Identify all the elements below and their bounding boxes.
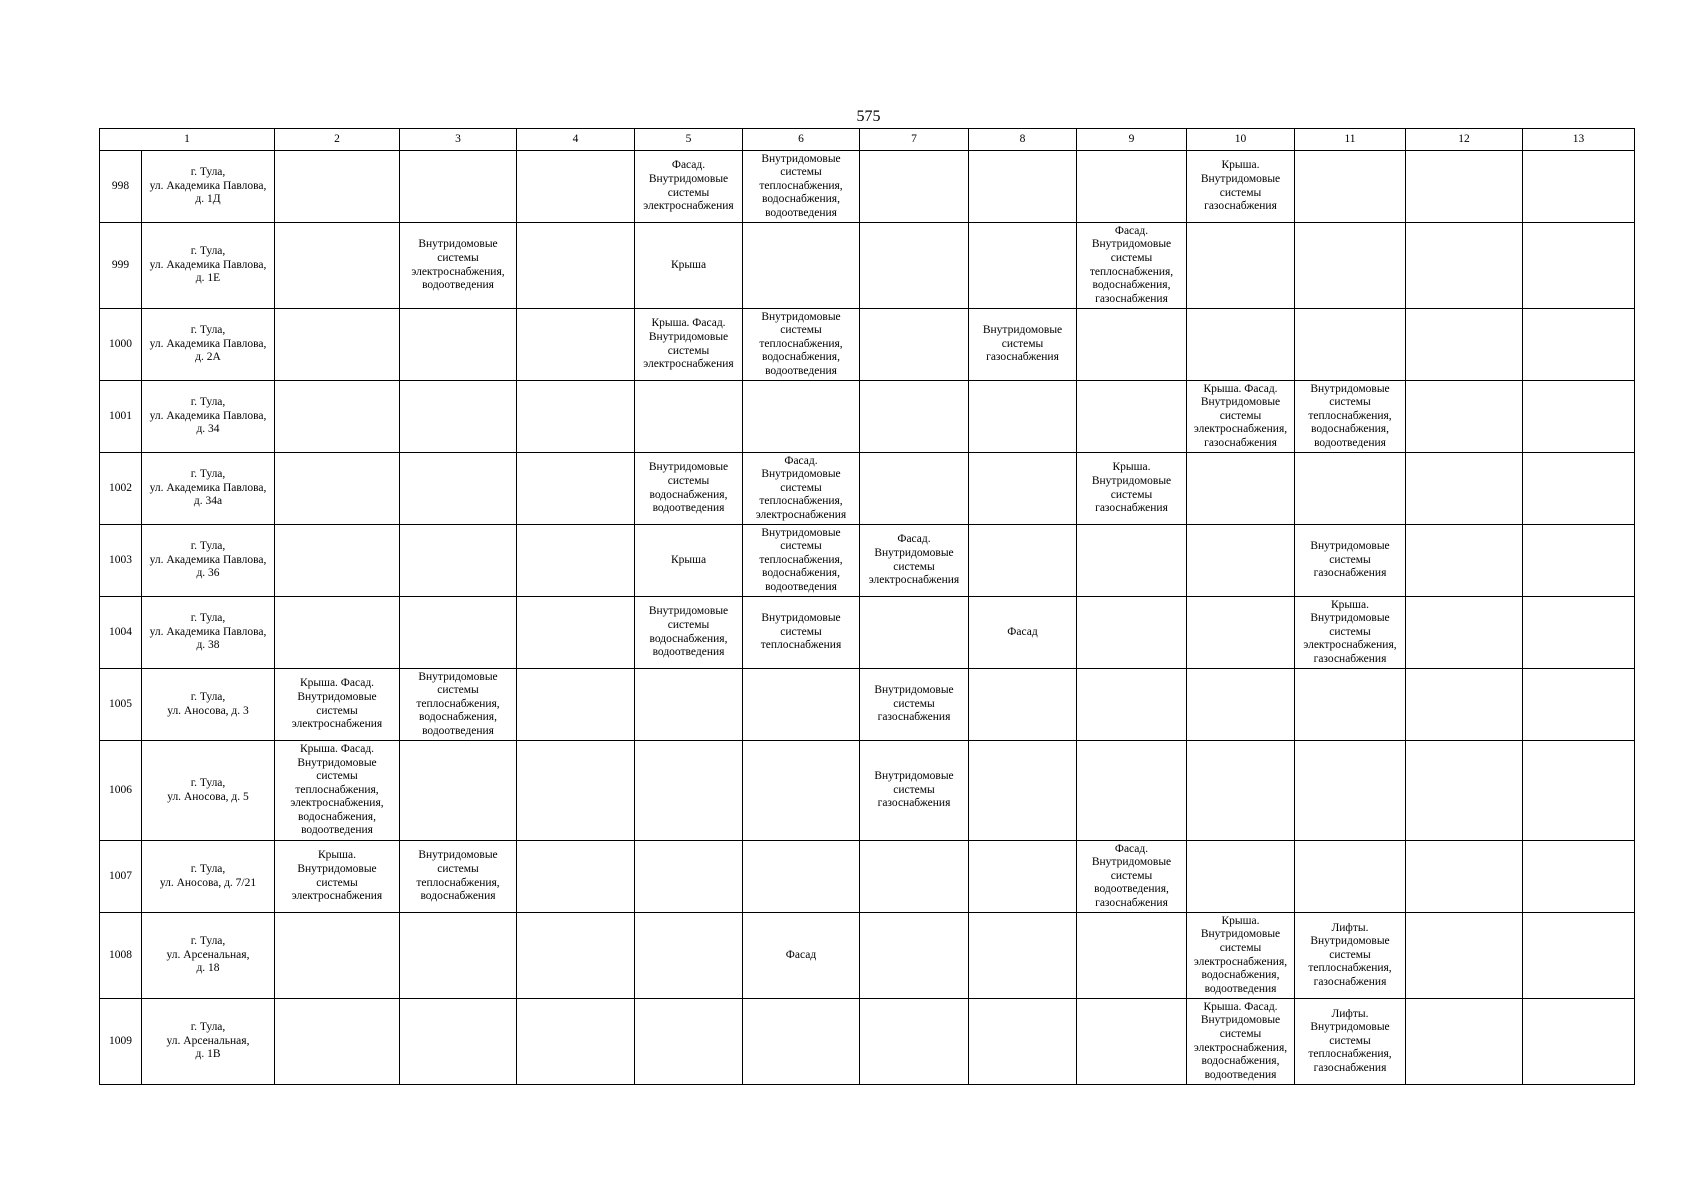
work-cell-col-7 <box>860 597 969 669</box>
work-cell-col-5 <box>635 669 743 741</box>
work-cell-col-7 <box>860 381 969 453</box>
work-cell-col-12 <box>1406 309 1523 381</box>
work-cell-col-11: Внутридомовые системы газоснабжения <box>1295 525 1406 597</box>
work-cell-col-6: Внутридомовые системы теплоснабжения <box>743 597 860 669</box>
work-cell-col-4 <box>517 151 635 223</box>
work-cell-col-2: Крыша. Фасад. Внутридомовые системы электроснабжения <box>275 669 400 741</box>
work-cell-col-11: Крыша. Внутридомовые системы электроснабжения, газоснабжения <box>1295 597 1406 669</box>
work-cell-col-8 <box>969 841 1077 913</box>
work-cell-col-12 <box>1406 151 1523 223</box>
work-cell-col-3: Внутридомовые системы теплоснабжения, водоснабжения <box>400 841 517 913</box>
work-cell-col-2 <box>275 223 400 309</box>
work-cell-col-7: Фасад. Внутридомовые системы электроснабжения <box>860 525 969 597</box>
address-cell: г. Тула, ул. Аносова, д. 5 <box>142 741 275 841</box>
work-cell-col-12 <box>1406 999 1523 1085</box>
work-cell-col-13 <box>1523 999 1635 1085</box>
work-cell-col-6 <box>743 841 860 913</box>
address-cell: г. Тула, ул. Академика Павлова, д. 36 <box>142 525 275 597</box>
work-cell-col-8 <box>969 913 1077 999</box>
work-cell-col-3 <box>400 597 517 669</box>
work-cell-col-9 <box>1077 309 1187 381</box>
repair-schedule-table <box>99 128 1635 1085</box>
header-row <box>100 129 1635 151</box>
work-cell-col-10: Крыша. Фасад. Внутридомовые системы электроснабжения, газоснабжения <box>1187 381 1295 453</box>
work-cell-col-11 <box>1295 741 1406 841</box>
work-cell-col-12 <box>1406 223 1523 309</box>
row-number: 1002 <box>100 453 142 525</box>
column-header: 8 <box>969 129 1077 151</box>
work-cell-col-12 <box>1406 841 1523 913</box>
work-cell-col-5 <box>635 381 743 453</box>
work-cell-col-5: Крыша <box>635 223 743 309</box>
work-cell-col-10 <box>1187 453 1295 525</box>
work-cell-col-12 <box>1406 597 1523 669</box>
work-cell-col-6: Фасад. Внутридомовые системы теплоснабжения, электроснабжения <box>743 453 860 525</box>
work-cell-col-4 <box>517 913 635 999</box>
work-cell-col-11 <box>1295 151 1406 223</box>
work-cell-col-3: Внутридомовые системы электроснабжения, водоотведения <box>400 223 517 309</box>
row-number: 1008 <box>100 913 142 999</box>
column-header: 10 <box>1187 129 1295 151</box>
work-cell-col-7 <box>860 309 969 381</box>
address-cell: г. Тула, ул. Аносова, д. 3 <box>142 669 275 741</box>
address-cell: г. Тула, ул. Академика Павлова, д. 34а <box>142 453 275 525</box>
work-cell-col-13 <box>1523 453 1635 525</box>
work-cell-col-9 <box>1077 525 1187 597</box>
work-cell-col-12 <box>1406 913 1523 999</box>
work-cell-col-10 <box>1187 669 1295 741</box>
row-number: 1007 <box>100 841 142 913</box>
column-header: 12 <box>1406 129 1523 151</box>
work-cell-col-11: Лифты. Внутридомовые системы теплоснабжения, газоснабжения <box>1295 913 1406 999</box>
row-number: 999 <box>100 223 142 309</box>
work-cell-col-6: Внутридомовые системы теплоснабжения, водоснабжения, водоотведения <box>743 309 860 381</box>
work-cell-col-2 <box>275 151 400 223</box>
work-cell-col-13 <box>1523 381 1635 453</box>
work-cell-col-6 <box>743 741 860 841</box>
address-cell: г. Тула, ул. Арсенальная, д. 1В <box>142 999 275 1085</box>
table-row <box>100 525 1635 597</box>
column-header: 7 <box>860 129 969 151</box>
table-row <box>100 309 1635 381</box>
work-cell-col-11 <box>1295 309 1406 381</box>
work-cell-col-11 <box>1295 841 1406 913</box>
work-cell-col-10: Крыша. Внутридомовые системы газоснабжения <box>1187 151 1295 223</box>
work-cell-col-3 <box>400 913 517 999</box>
work-cell-col-6: Фасад <box>743 913 860 999</box>
work-cell-col-5 <box>635 841 743 913</box>
work-cell-col-7 <box>860 223 969 309</box>
work-cell-col-5: Крыша <box>635 525 743 597</box>
work-cell-col-3 <box>400 151 517 223</box>
table-row <box>100 151 1635 223</box>
table-row <box>100 913 1635 999</box>
work-cell-col-13 <box>1523 525 1635 597</box>
work-cell-col-10 <box>1187 525 1295 597</box>
work-cell-col-3 <box>400 453 517 525</box>
work-cell-col-3 <box>400 381 517 453</box>
work-cell-col-5: Фасад. Внутридомовые системы электроснабжения <box>635 151 743 223</box>
work-cell-col-11 <box>1295 453 1406 525</box>
work-cell-col-5: Крыша. Фасад. Внутридомовые системы электроснабжения <box>635 309 743 381</box>
work-cell-col-7: Внутридомовые системы газоснабжения <box>860 741 969 841</box>
work-cell-col-4 <box>517 669 635 741</box>
work-cell-col-10 <box>1187 597 1295 669</box>
work-cell-col-10: Крыша. Фасад. Внутридомовые системы электроснабжения, водоснабжения, водоотведения <box>1187 999 1295 1085</box>
work-cell-col-7 <box>860 453 969 525</box>
work-cell-col-10 <box>1187 223 1295 309</box>
work-cell-col-2 <box>275 597 400 669</box>
column-header: 3 <box>400 129 517 151</box>
work-cell-col-9: Фасад. Внутридомовые системы водоотведения, газоснабжения <box>1077 841 1187 913</box>
work-cell-col-10: Крыша. Внутридомовые системы электроснабжения, водоснабжения, водоотведения <box>1187 913 1295 999</box>
table-row <box>100 597 1635 669</box>
work-cell-col-9 <box>1077 597 1187 669</box>
work-cell-col-10 <box>1187 309 1295 381</box>
column-header: 2 <box>275 129 400 151</box>
work-cell-col-4 <box>517 597 635 669</box>
work-cell-col-13 <box>1523 741 1635 841</box>
work-cell-col-2 <box>275 999 400 1085</box>
work-cell-col-12 <box>1406 525 1523 597</box>
work-cell-col-7: Внутридомовые системы газоснабжения <box>860 669 969 741</box>
column-header: 11 <box>1295 129 1406 151</box>
work-cell-col-8 <box>969 453 1077 525</box>
work-cell-col-6 <box>743 999 860 1085</box>
table-row <box>100 841 1635 913</box>
row-number: 1001 <box>100 381 142 453</box>
work-cell-col-7 <box>860 913 969 999</box>
work-cell-col-13 <box>1523 151 1635 223</box>
work-cell-col-4 <box>517 309 635 381</box>
address-cell: г. Тула, ул. Академика Павлова, д. 34 <box>142 381 275 453</box>
work-cell-col-8 <box>969 741 1077 841</box>
work-cell-col-3 <box>400 741 517 841</box>
work-cell-col-2 <box>275 309 400 381</box>
work-cell-col-2 <box>275 525 400 597</box>
column-header: 6 <box>743 129 860 151</box>
work-cell-col-12 <box>1406 381 1523 453</box>
page-number: 575 <box>856 108 881 125</box>
work-cell-col-9 <box>1077 669 1187 741</box>
work-cell-col-7 <box>860 151 969 223</box>
work-cell-col-4 <box>517 841 635 913</box>
work-cell-col-4 <box>517 223 635 309</box>
address-cell: г. Тула, ул. Академика Павлова, д. 38 <box>142 597 275 669</box>
row-number: 1003 <box>100 525 142 597</box>
work-cell-col-13 <box>1523 597 1635 669</box>
table-row <box>100 453 1635 525</box>
table-row <box>100 381 1635 453</box>
table-row <box>100 223 1635 309</box>
work-cell-col-2: Крыша. Фасад. Внутридомовые системы теплоснабжения, электроснабжения, водоснабжения, водоотведения <box>275 741 400 841</box>
work-cell-col-6: Внутридомовые системы теплоснабжения, водоснабжения, водоотведения <box>743 151 860 223</box>
work-cell-col-13 <box>1523 913 1635 999</box>
column-header: 5 <box>635 129 743 151</box>
table-row <box>100 669 1635 741</box>
address-cell: г. Тула, ул. Арсенальная, д. 18 <box>142 913 275 999</box>
work-cell-col-11 <box>1295 223 1406 309</box>
row-number: 1005 <box>100 669 142 741</box>
work-cell-col-5: Внутридомовые системы водоснабжения, водоотведения <box>635 453 743 525</box>
work-cell-col-9 <box>1077 913 1187 999</box>
column-header: 13 <box>1523 129 1635 151</box>
work-cell-col-6 <box>743 223 860 309</box>
work-cell-col-8 <box>969 151 1077 223</box>
work-cell-col-8: Фасад <box>969 597 1077 669</box>
work-cell-col-13 <box>1523 669 1635 741</box>
work-cell-col-3: Внутридомовые системы теплоснабжения, водоснабжения, водоотведения <box>400 669 517 741</box>
work-cell-col-2: Крыша. Внутридомовые системы электроснабжения <box>275 841 400 913</box>
row-number: 998 <box>100 151 142 223</box>
address-cell: г. Тула, ул. Академика Павлова, д. 1Д <box>142 151 275 223</box>
work-cell-col-11: Лифты. Внутридомовые системы теплоснабжения, газоснабжения <box>1295 999 1406 1085</box>
address-cell: г. Тула, ул. Академика Павлова, д. 1Е <box>142 223 275 309</box>
work-cell-col-12 <box>1406 669 1523 741</box>
work-cell-col-8 <box>969 999 1077 1085</box>
work-cell-col-5 <box>635 913 743 999</box>
work-cell-col-9: Крыша. Внутридомовые системы газоснабжения <box>1077 453 1187 525</box>
work-cell-col-5: Внутридомовые системы водоснабжения, водоотведения <box>635 597 743 669</box>
work-cell-col-9 <box>1077 741 1187 841</box>
work-cell-col-10 <box>1187 841 1295 913</box>
work-cell-col-3 <box>400 525 517 597</box>
work-cell-col-6 <box>743 381 860 453</box>
work-cell-col-4 <box>517 999 635 1085</box>
work-cell-col-12 <box>1406 453 1523 525</box>
work-cell-col-8 <box>969 525 1077 597</box>
work-cell-col-2 <box>275 913 400 999</box>
row-number: 1006 <box>100 741 142 841</box>
work-cell-col-7 <box>860 999 969 1085</box>
work-cell-col-11 <box>1295 669 1406 741</box>
work-cell-col-4 <box>517 453 635 525</box>
work-cell-col-9 <box>1077 151 1187 223</box>
work-cell-col-3 <box>400 999 517 1085</box>
column-header: 1 <box>100 129 275 151</box>
work-cell-col-8 <box>969 223 1077 309</box>
work-cell-col-4 <box>517 741 635 841</box>
work-cell-col-5 <box>635 999 743 1085</box>
row-number: 1004 <box>100 597 142 669</box>
work-cell-col-3 <box>400 309 517 381</box>
table-row <box>100 999 1635 1085</box>
work-cell-col-4 <box>517 381 635 453</box>
work-cell-col-12 <box>1406 741 1523 841</box>
work-cell-col-13 <box>1523 223 1635 309</box>
work-cell-col-9: Фасад. Внутридомовые системы теплоснабжения, водоснабжения, газоснабжения <box>1077 223 1187 309</box>
work-cell-col-6: Внутридомовые системы теплоснабжения, водоснабжения, водоотведения <box>743 525 860 597</box>
column-header: 4 <box>517 129 635 151</box>
row-number: 1000 <box>100 309 142 381</box>
work-cell-col-13 <box>1523 841 1635 913</box>
work-cell-col-2 <box>275 381 400 453</box>
column-header: 9 <box>1077 129 1187 151</box>
work-cell-col-4 <box>517 525 635 597</box>
work-cell-col-8: Внутридомовые системы газоснабжения <box>969 309 1077 381</box>
work-cell-col-9 <box>1077 381 1187 453</box>
address-cell: г. Тула, ул. Академика Павлова, д. 2А <box>142 309 275 381</box>
work-cell-col-6 <box>743 669 860 741</box>
work-cell-col-10 <box>1187 741 1295 841</box>
work-cell-col-5 <box>635 741 743 841</box>
table-row <box>100 741 1635 841</box>
work-cell-col-7 <box>860 841 969 913</box>
row-number: 1009 <box>100 999 142 1085</box>
table-body <box>100 151 1635 1085</box>
work-cell-col-13 <box>1523 309 1635 381</box>
work-cell-col-9 <box>1077 999 1187 1085</box>
work-cell-col-8 <box>969 669 1077 741</box>
address-cell: г. Тула, ул. Аносова, д. 7/21 <box>142 841 275 913</box>
work-cell-col-8 <box>969 381 1077 453</box>
work-cell-col-2 <box>275 453 400 525</box>
work-cell-col-11: Внутридомовые системы теплоснабжения, водоснабжения, водоотведения <box>1295 381 1406 453</box>
